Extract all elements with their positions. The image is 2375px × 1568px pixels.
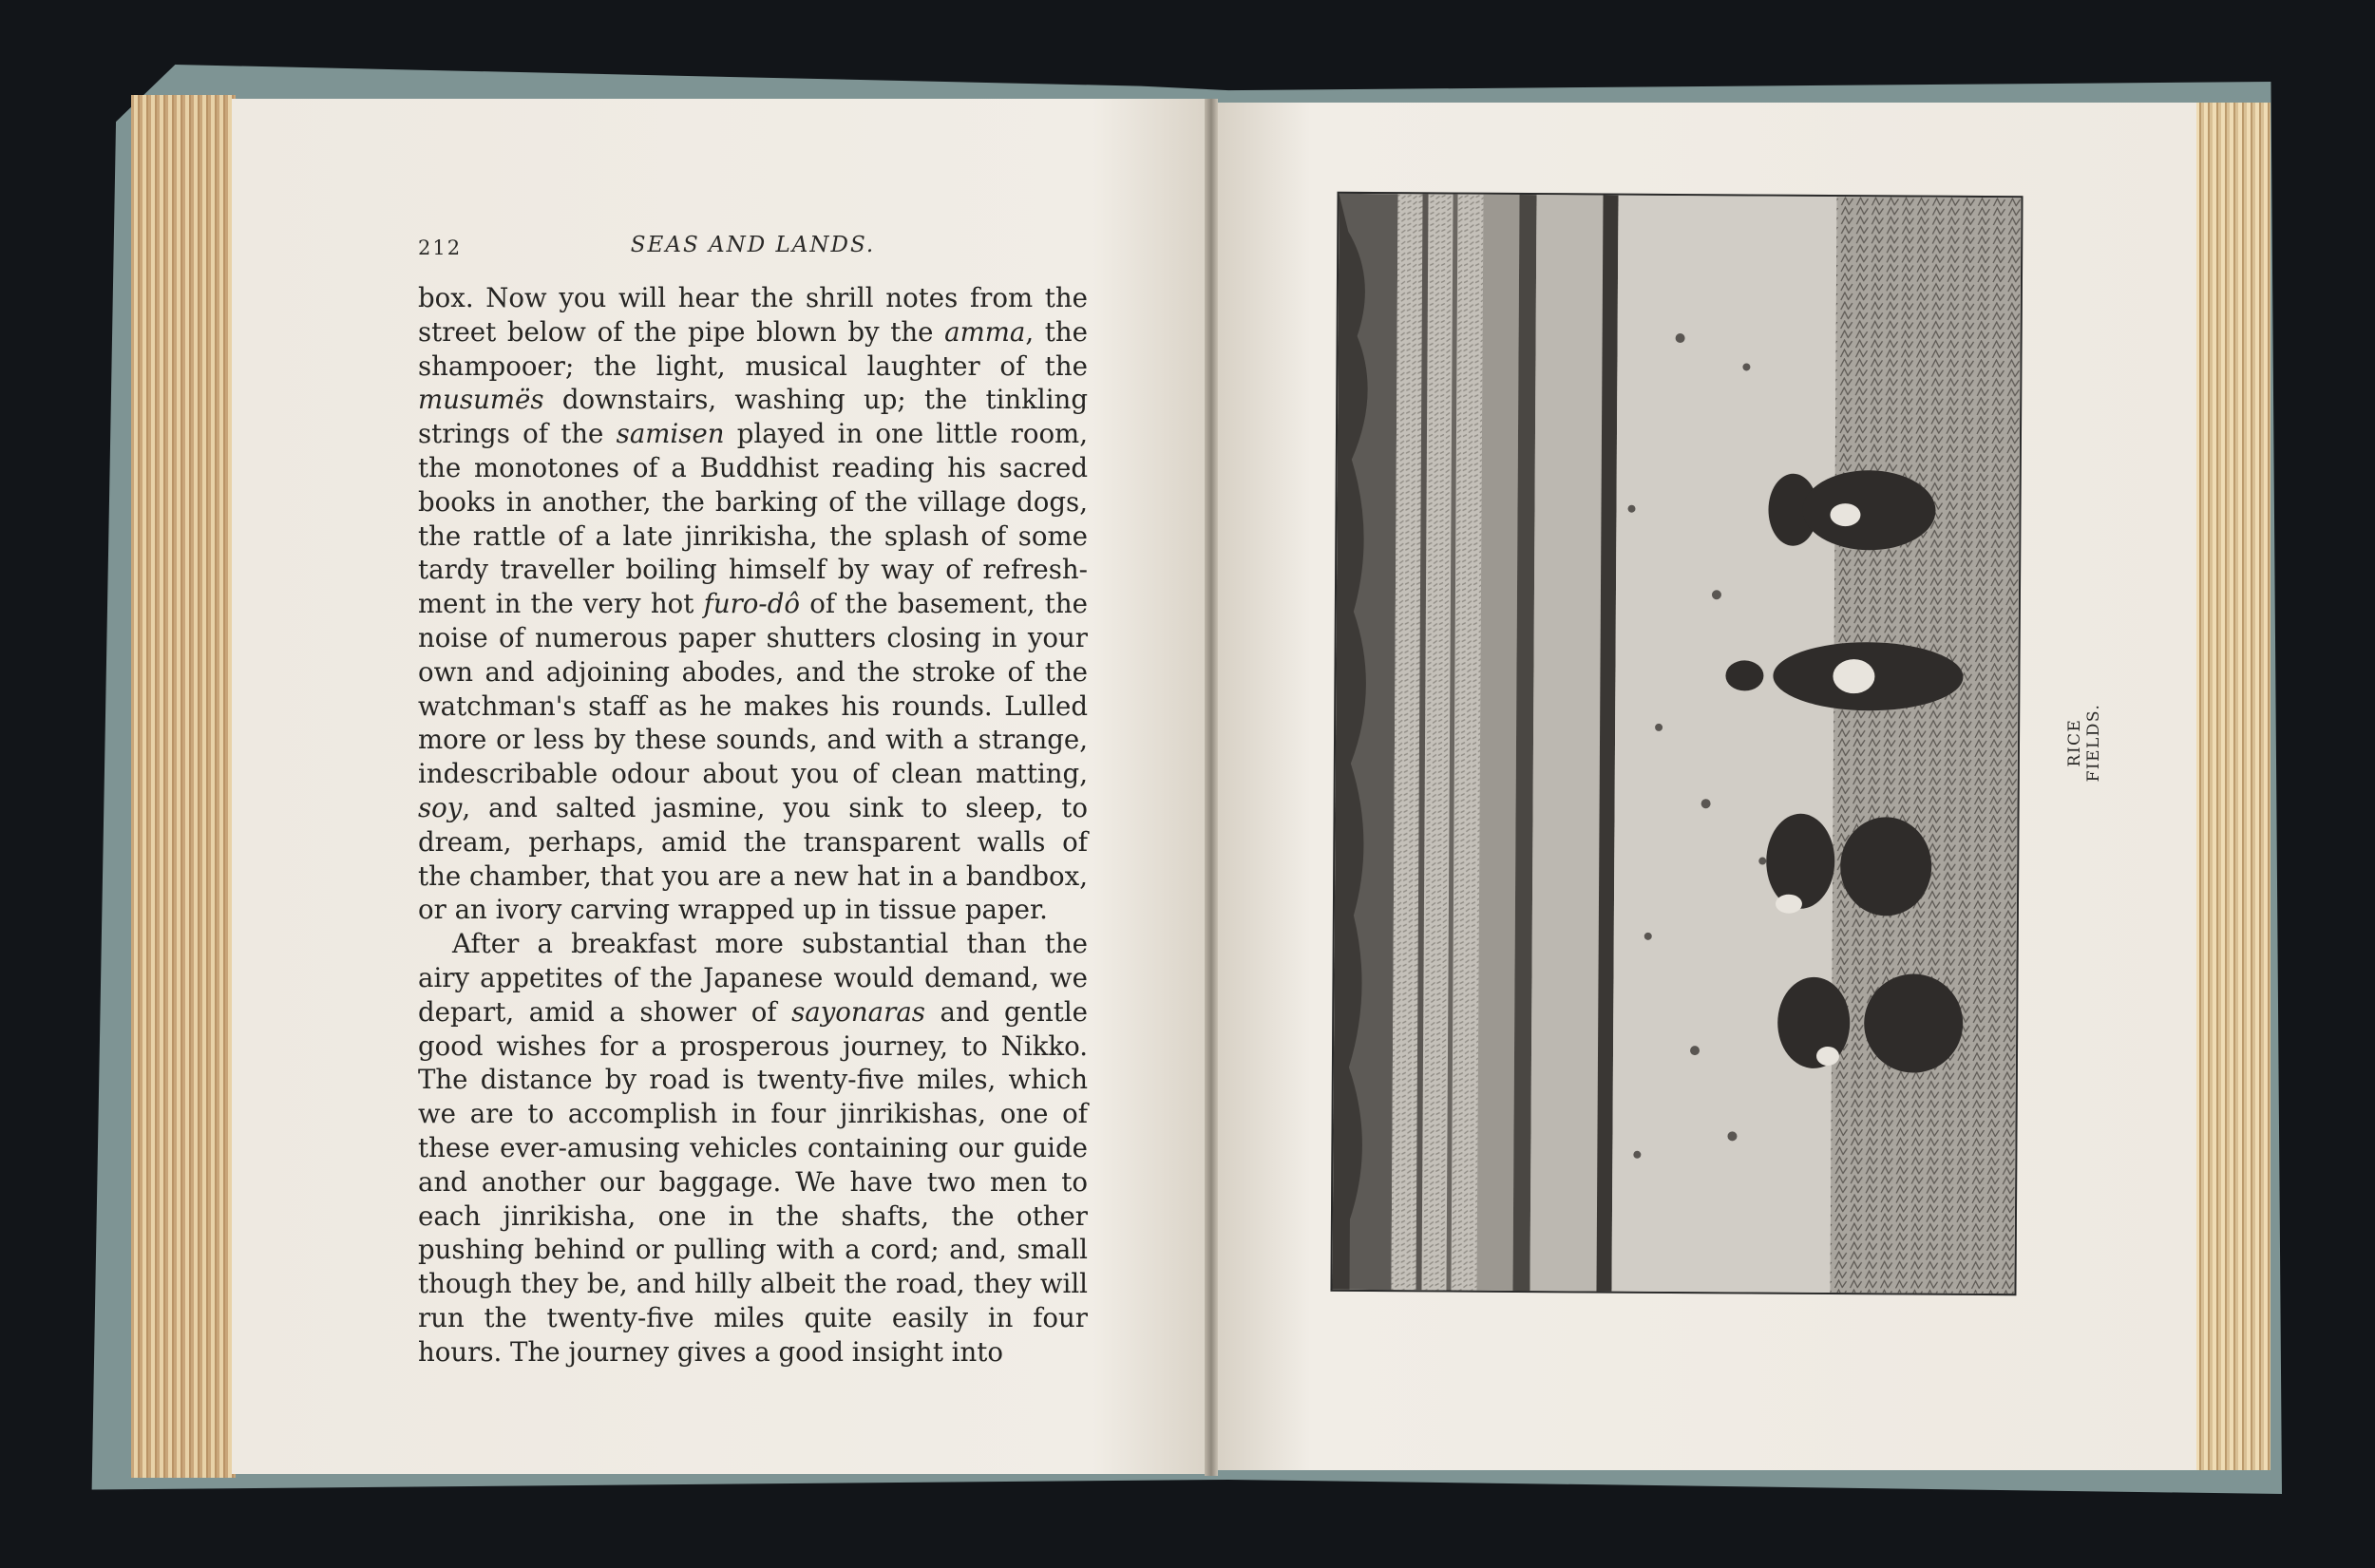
italic-term: musumës: [418, 384, 544, 416]
paragraph-1: [418, 281, 1088, 927]
text-run: downstairs, washing up; the tinkling strings of the: [418, 384, 1088, 450]
page-number: 212: [418, 236, 463, 259]
text-run: and gentle good wishes for a prosperous journey, to Nikko. The distance by road is twenty-five miles, which we are to accomplish in four jinrikishas, one of these ever-amusing vehicles containing our guide and another our baggage. We have two men to each jinrikisha, one in the shafts, the other pushing behind or pulling with a cord; and, small though they be, and hilly albeit the road, they will run the twenty-five miles quite easily in four hours. The journey gives a good insight into: [418, 995, 1088, 1368]
page-header: [418, 233, 1088, 267]
text-run: , the shampooer; the light, musical laughter of the: [418, 315, 1089, 382]
rice-fields-plate: [1330, 192, 2023, 1295]
body-text: [418, 281, 1088, 1370]
italic-term: sayonaras: [791, 995, 925, 1028]
rice-fields-photo: [1332, 194, 2021, 1294]
italic-term: amma: [944, 315, 1026, 348]
page-edges-left: [131, 95, 236, 1478]
text-run: box. Now you will hear the shrill notes from the street below of the pipe blown by the: [418, 282, 1088, 348]
text-run: of the basement, the noise of numerous paper shutters closing in your own and adjoining abodes, and the stroke of the watchman's staff as he makes his rounds. Lulled more or less by these sounds, and with a strange, indescribable odour about you of clean matting,: [418, 588, 1088, 790]
italic-term: soy: [418, 791, 463, 823]
text-run: After a breakfast more substantial than the airy appetites of the Japanese would demand, we depart, amid a shower of: [418, 928, 1088, 1028]
book-gutter: [1205, 99, 1218, 1476]
plate-caption: RICE FIELDS.: [2065, 703, 2103, 783]
paragraph-2: [418, 927, 1088, 1369]
text-run: played in one little room, the monotones of a Buddhist reading his sacred books in another, the barking of the village dogs, the rattle of a late jinrikisha, the splash of some tardy traveller boiling himself by way of refresh- ment in the very hot: [418, 418, 1088, 620]
running-head: SEAS AND LANDS.: [630, 233, 876, 257]
italic-term: samisen: [616, 418, 725, 450]
text-run: , and salted jasmine, you sink to sleep, to dream, perhaps, amid the transparent walls of the chamber, that you are a new hat in a bandbox, or an ivory carving wrapped up in tissue paper.: [418, 791, 1088, 926]
italic-term: furo-dô: [703, 588, 801, 620]
